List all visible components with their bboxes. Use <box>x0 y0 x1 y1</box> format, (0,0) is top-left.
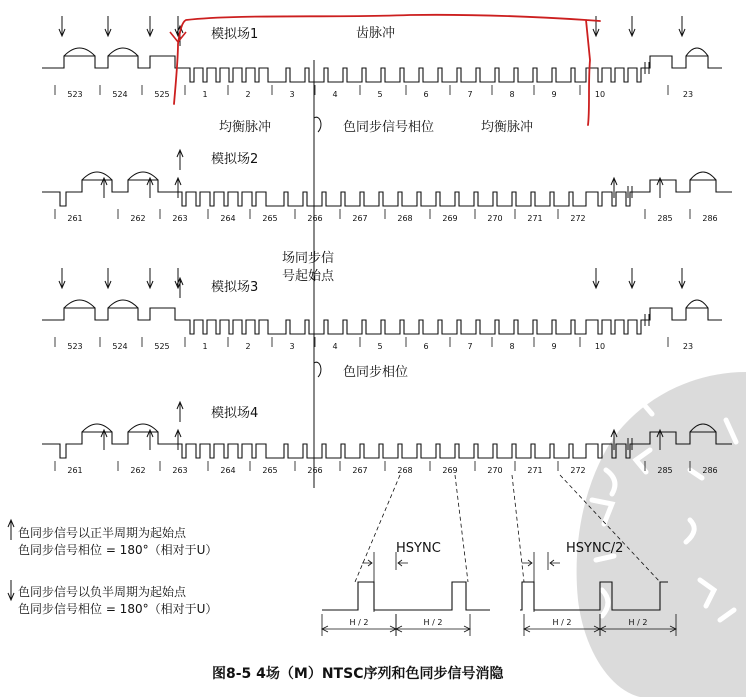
waveform-trace <box>42 56 722 82</box>
legend-positive-line2: 色同步信号相位 = 180°（相对于U） <box>18 543 218 557</box>
legend-negative-line1: 色同步信号以负半周期为起始点 <box>18 585 187 599</box>
line-number-label: 268 <box>397 466 413 475</box>
burst-lobe <box>64 300 95 308</box>
line-number-label: 1 <box>202 90 208 99</box>
burst-lobe <box>82 424 112 432</box>
burst-lobe <box>686 48 708 56</box>
line-number-label: 7 <box>467 90 473 99</box>
line-number-label: 271 <box>527 466 543 475</box>
burst-lobe <box>108 300 138 308</box>
projection-line <box>355 475 400 582</box>
projection-line <box>512 475 524 582</box>
burst-phase-arrow <box>101 430 107 450</box>
line-number-label: 269 <box>442 214 458 223</box>
burst-lobe <box>690 424 716 432</box>
line-number-label: 5 <box>377 90 383 99</box>
line-number-label: 272 <box>570 466 586 475</box>
field-start-arrow <box>177 150 183 170</box>
line-number-label: 8 <box>509 90 515 99</box>
field-label-3: 模拟场3 <box>211 280 259 295</box>
line-number-label: 6 <box>423 90 429 99</box>
figure-caption: 图8-5 4场（M）NTSC序列和色同步信号消隐 <box>212 666 504 682</box>
burst-phase-arrow <box>147 16 153 36</box>
line-number-label: 270 <box>487 214 503 223</box>
burst-lobe <box>690 172 716 180</box>
line-number-label: 270 <box>487 466 503 475</box>
waveform-row-3 <box>42 300 722 347</box>
line-number-label: 10 <box>594 342 606 351</box>
line-number-label: 4 <box>332 90 338 99</box>
burst-lobe <box>128 424 158 432</box>
line-number-label: 525 <box>154 90 170 99</box>
burst-phase-arrow <box>59 268 65 288</box>
burst-phase-arrow <box>679 16 685 36</box>
line-number-label: 9 <box>551 342 557 351</box>
h-half-label: H / 2 <box>628 618 648 627</box>
line-number-label: 265 <box>262 466 278 475</box>
line-number-label: 524 <box>112 342 128 351</box>
burst-phase-arrow <box>147 268 153 288</box>
field-label-1: 模拟场1 <box>211 27 259 42</box>
burst-phase-arrow <box>629 16 635 36</box>
legend-positive-arrow <box>8 520 14 540</box>
field-sync-start-label-1: 场同步信 <box>282 251 335 266</box>
field-sync-start-label-2: 号起始点 <box>282 269 335 284</box>
line-number-label: 525 <box>154 342 170 351</box>
burst-phase-arrow <box>59 16 65 36</box>
line-number-label: 23 <box>682 90 694 99</box>
line-number-label: 2 <box>245 342 251 351</box>
line-number-label: 267 <box>352 214 368 223</box>
line-number-label: 261 <box>67 214 83 223</box>
burst-phase-arrow <box>629 268 635 288</box>
line-number-label: 286 <box>702 214 718 223</box>
detail-waveform-right <box>520 582 668 610</box>
burst-lobe <box>64 48 95 56</box>
waveform-row-2 <box>42 172 732 219</box>
line-number-label: 523 <box>67 90 83 99</box>
hsync-label: HSYNC <box>396 541 441 556</box>
line-number-label: 3 <box>289 90 295 99</box>
burst-phase-arrow <box>593 16 599 36</box>
burst-phase-arrow <box>679 268 685 288</box>
burst-phase-arrow <box>657 178 663 198</box>
line-number-label: 268 <box>397 214 413 223</box>
legend-negative-arrow <box>8 580 14 600</box>
field-label-4: 模拟场4 <box>211 406 259 421</box>
burst-phase-arrow <box>175 430 181 450</box>
serration-label: 齿脉冲 <box>356 26 396 41</box>
line-number-label: 1 <box>202 342 208 351</box>
h-half-label: H / 2 <box>552 618 572 627</box>
hsync-half-arrow <box>550 560 560 566</box>
line-number-label: 8 <box>509 342 515 351</box>
equalizing-label-left: 均衡脉冲 <box>219 120 272 135</box>
line-number-label: 271 <box>527 214 543 223</box>
legend-positive-line1: 色同步信号以正半周期为起始点 <box>18 526 187 540</box>
burst-lobe <box>82 172 112 180</box>
line-number-label: 266 <box>307 214 323 223</box>
line-number-label: 264 <box>220 466 236 475</box>
phase-squiggle <box>314 362 321 377</box>
burst-phase-arrow <box>101 178 107 198</box>
burst-phase-arrow <box>593 268 599 288</box>
line-number-label: 262 <box>130 466 146 475</box>
burst-phase-arrow <box>105 268 111 288</box>
line-number-label: 4 <box>332 342 338 351</box>
burst-phase-label-1: 色同步信号相位 <box>343 120 435 135</box>
burst-lobe <box>686 300 708 308</box>
line-number-label: 286 <box>702 466 718 475</box>
projection-line <box>560 475 660 582</box>
projection-line <box>455 475 468 582</box>
line-number-label: 272 <box>570 214 586 223</box>
line-number-label: 5 <box>377 342 383 351</box>
line-number-label: 524 <box>112 90 128 99</box>
legend-negative-line2: 色同步信号相位 = 180°（相对于U） <box>18 602 218 616</box>
line-number-label: 267 <box>352 466 368 475</box>
burst-phase-arrow <box>147 178 153 198</box>
line-number-label: 9 <box>551 90 557 99</box>
burst-lobe <box>108 48 138 56</box>
line-number-label: 266 <box>307 466 323 475</box>
line-number-label: 263 <box>172 466 188 475</box>
line-number-label: 261 <box>67 466 83 475</box>
burst-lobe <box>128 172 158 180</box>
line-number-label: 23 <box>682 342 694 351</box>
burst-phase-arrow <box>175 178 181 198</box>
waveform-row-4 <box>42 424 732 471</box>
burst-phase-arrow <box>657 430 663 450</box>
line-number-label: 2 <box>245 90 251 99</box>
field-label-2: 模拟场2 <box>211 152 259 167</box>
line-number-label: 264 <box>220 214 236 223</box>
h-half-label: H / 2 <box>349 618 369 627</box>
line-number-label: 10 <box>594 90 606 99</box>
detail-waveform-left <box>322 582 490 610</box>
waveform-trace <box>42 308 722 334</box>
line-number-label: 523 <box>67 342 83 351</box>
hsync-half-label: HSYNC/2 <box>566 541 624 556</box>
h-half-label: H / 2 <box>423 618 443 627</box>
line-number-label: 263 <box>172 214 188 223</box>
line-number-label: 285 <box>657 466 673 475</box>
waveform-row-1 <box>42 48 722 95</box>
field-start-arrow <box>177 402 183 422</box>
line-number-label: 269 <box>442 466 458 475</box>
line-number-label: 285 <box>657 214 673 223</box>
phase-squiggle <box>314 117 321 132</box>
line-number-label: 7 <box>467 342 473 351</box>
line-number-label: 262 <box>130 214 146 223</box>
line-number-label: 6 <box>423 342 429 351</box>
line-number-label: 3 <box>289 342 295 351</box>
equalizing-label-right: 均衡脉冲 <box>481 120 534 135</box>
burst-phase-label-2: 色同步相位 <box>343 365 409 380</box>
hsync-half-arrow <box>522 560 532 566</box>
burst-phase-arrow <box>105 16 111 36</box>
line-number-label: 265 <box>262 214 278 223</box>
hsync-arrow <box>398 560 408 566</box>
burst-phase-arrow <box>147 430 153 450</box>
